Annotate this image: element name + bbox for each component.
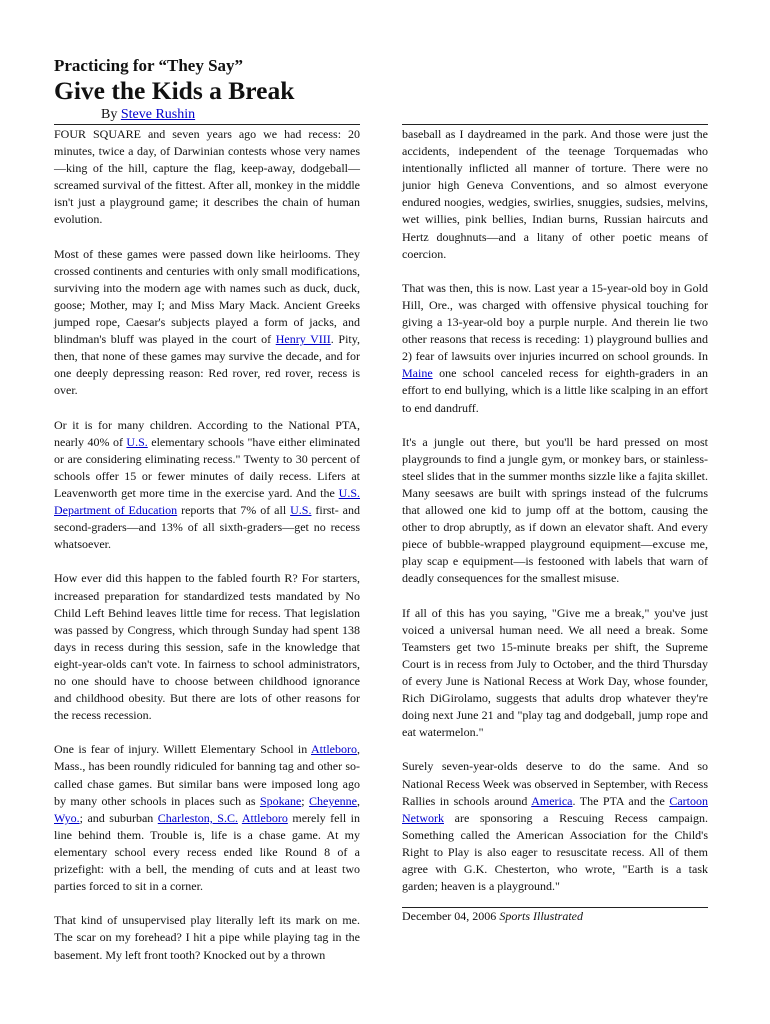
inline-link[interactable]: U.S. bbox=[126, 434, 148, 449]
text-run: ; and suburban bbox=[79, 810, 158, 825]
inline-link[interactable]: Attleboro bbox=[311, 742, 357, 757]
text-run: , Mass., has been roundly ridiculed for banning tag and other so-called chase games. But similar bans were imposed long ago by many other schools in places such as bbox=[54, 742, 360, 808]
text-run: . Pity, then, that none of these games may survive the decade, and for one deeply depressing reason: Red rover, red rover, recess is over. bbox=[54, 332, 360, 398]
paragraph bbox=[54, 570, 360, 724]
right-column bbox=[402, 126, 708, 912]
paragraph bbox=[402, 126, 708, 263]
paragraph bbox=[54, 912, 360, 963]
text-run: reports that 7% of all bbox=[177, 503, 291, 518]
text-run: That kind of unsupervised play literally left its mark on me. The scar on my forehead? I hit a pipe while playing tag in the basement. My left front tooth? Knocked out by a thrown bbox=[54, 913, 360, 962]
text-run: Surely seven-year-olds deserve to do the same. And so National Recess Week was observed in September, with Recess Rallies in schools around bbox=[402, 759, 708, 808]
paragraph bbox=[54, 417, 360, 554]
text-run: ; bbox=[301, 793, 310, 808]
text-run: It's a jungle out there, but you'll be hard pressed on most playgrounds to find a jungle gym, or monkey bars, or stainless-steel slides that in the summer months sizzle like a fajita skillet. Many seesaws are built with springs instead of the fulcrums that allowed one kid to jump off at the bottom, causing the other to drop abruptly, as if down an elevator shaft. And every piece of bubble-wrapped playground equipment—excuse me, play scap e equipment—is festooned with labels that warn of deadly consequences for the smallest misuse. bbox=[402, 434, 708, 586]
inline-link[interactable]: Maine bbox=[402, 366, 433, 381]
inline-link[interactable]: Wyo. bbox=[54, 810, 80, 825]
text-run: If all of this has you saying, "Give me a break," you've just voiced a universal human need. We all need a break. Some Teamsters get two 15-minute breaks per shift, the Supreme Court is in recess from July to October, and the third Thursday of every June is National Recess at Work Day, whose founder, Rich DiGirolamo, suggests that adults drop whatever they're doing next June 21 and "play tag and dodgeball, jump rope and eat watermelon." bbox=[402, 605, 708, 740]
footer-rule bbox=[402, 907, 708, 908]
text-run: one school canceled recess for eighth-graders in an effort to end bullying, which is a little like scalping in an effort to end dandruff. bbox=[402, 366, 708, 415]
paragraph bbox=[402, 758, 708, 895]
text-run: first- and second-graders—and 13% of all sixth-graders—get no recess whatsoever. bbox=[54, 503, 360, 552]
author-link[interactable]: Steve Rushin bbox=[120, 107, 196, 122]
footer-date: December 04, 2006 bbox=[402, 909, 497, 923]
inline-link[interactable]: U.S. bbox=[290, 503, 312, 518]
left-top-rule bbox=[54, 124, 360, 125]
text-run: Or it is for many children. According to the National PTA, nearly 40% of bbox=[54, 417, 360, 449]
footer-publication: Sports Illustrated bbox=[499, 909, 583, 923]
paragraph bbox=[54, 126, 360, 229]
text-run: elementary schools "have either eliminated or are considering eliminating recess." Twenty to 30 percent of schools offer 15 or fewer minutes of daily recess. Lifers at Leavenworth get more time in the exercise yard. And the bbox=[54, 434, 360, 500]
kicker: Practicing for “They Say” bbox=[54, 56, 244, 75]
text-run: One is fear of injury. Willett Elementary School in bbox=[54, 742, 311, 757]
inline-link[interactable]: Charleston, S.C. bbox=[157, 810, 238, 825]
inline-link[interactable]: Cheyenne bbox=[309, 793, 357, 808]
text-run: merely fell in line behind them. Trouble is, life is a chase game. At my elementary school every recess ended like Round 8 of a prizefight: with a bell, the mending of cuts and at least two parties forced to sit in a corner. bbox=[54, 810, 361, 894]
text-run: FOUR SQUARE and seven years ago we had recess: 20 minutes, twice a day, of Darwinian contests whose very names—king of the hill, capture the flag, keep-away, dodgeball—screamed survival of the fittest. After all, monkey in the middle isn't just a playground game; it describes the chain of human evolution. bbox=[54, 127, 360, 227]
text-run: Most of these games were passed down like heirlooms. They crossed continents and centuries with only small modifications, surviving into the modern age with names such as duck, duck, goose; Mother, may I; and Miss Mary Mack. Ancient Greeks jumped rope, Caesar's subjects played a form of jacks, and blindman's bluff was played in the court of bbox=[54, 246, 360, 347]
left-column bbox=[54, 126, 360, 981]
paragraph bbox=[54, 246, 360, 400]
text-run: . The PTA and the bbox=[572, 793, 670, 808]
text-run: That was then, this is now. Last year a 15-year-old boy in Gold Hill, Ore., was charged with offensive physical touching for giving a 13-year-old boy a purple nurple. And therein lie two other reasons that recess is receding: 1) playground bullies and 2) fear of lawsuits over injuries incurred on school grounds. In bbox=[402, 280, 708, 364]
paragraph bbox=[54, 741, 360, 895]
text-run: are sponsoring a Rescuing Recess campaign. Something called the American Association for the Child's Right to Play is also eager to resuscitate recess. All of them agree with G.K. Chesterton, who wrote, "Earth is a task garden; heaven is a playground." bbox=[402, 810, 708, 894]
paragraph bbox=[402, 434, 708, 588]
text-run: , bbox=[357, 793, 360, 808]
article-title: Give the Kids a Break bbox=[54, 76, 295, 105]
paragraph bbox=[402, 280, 708, 417]
footer bbox=[402, 909, 583, 924]
right-top-rule bbox=[402, 124, 708, 125]
byline-label: By bbox=[101, 107, 118, 122]
paragraph bbox=[402, 605, 708, 742]
inline-link[interactable]: U.S. Department of Education bbox=[54, 485, 360, 518]
text-run: baseball as I daydreamed in the park. And those were just the accidents, independent of the teenage Torquemadas who intentionally inflicted all manner of torture. There were no junior high Geneva Conventions, and so almost everyone endured noogies, wedgies, swirlies, snuggies, sudsies, melvins, wet willies, pink bellies, Indian burns, Russian haircuts and Hertz doughnuts—and a litany of other poetic means of coercion. bbox=[402, 127, 708, 261]
inline-link[interactable]: America bbox=[531, 793, 573, 808]
text-run: How ever did this happen to the fabled fourth R? For starters, increased preparation for standardized tests mandated by No Child Left Behind leaves little time for recess. That legislation was passed by Congress, which through Sunday had spent 138 days in recess during this session, safe in the knowledge that eight-year-olds can't vote. In fairness to school administrators, no one should have to choose between childhood ignorance and childhood obesity. But there are lots of other reasons for the recess recession. bbox=[54, 571, 360, 723]
inline-link[interactable]: Attleboro bbox=[241, 810, 288, 825]
inline-link[interactable]: Spokane bbox=[259, 793, 302, 808]
inline-link[interactable]: Henry VIII bbox=[275, 332, 331, 347]
byline bbox=[101, 107, 195, 123]
inline-link[interactable]: Cartoon Network bbox=[402, 793, 708, 825]
